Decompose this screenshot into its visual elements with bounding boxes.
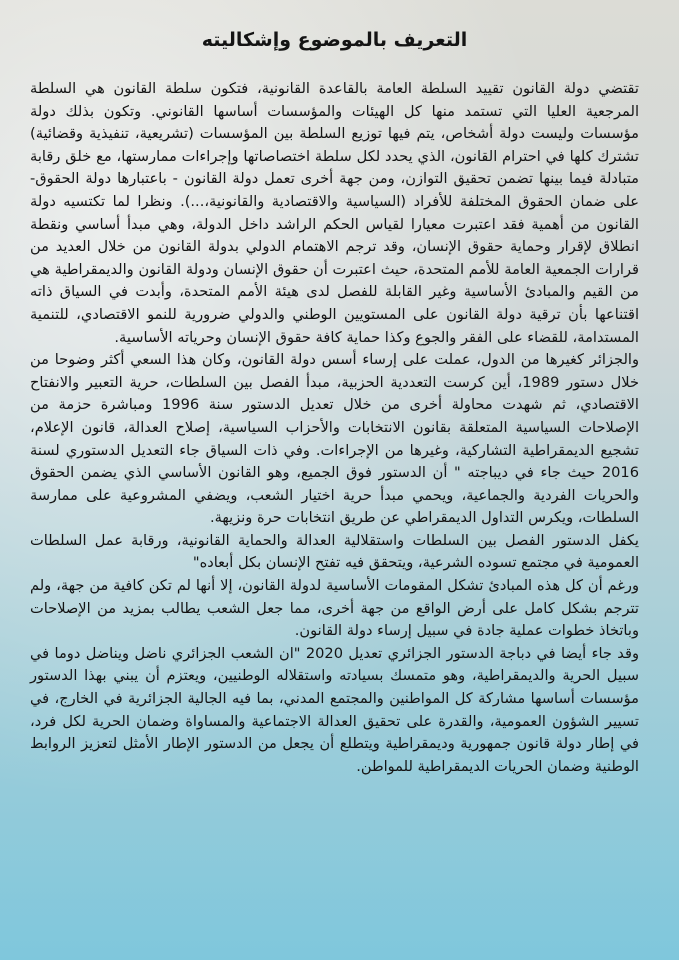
paragraph-rule-of-law: تقتضي دولة القانون تقييد السلطة العامة بالقاعدة القانونية، فتكون سلطة القانون هي السلطة المرجعية العليا التي تستمد منها كل الهيئات والمؤسسات أساسها القانوني. وتكون بذلك دولة مؤسسات وليست دولة أشخاص، يتم فيها توزيع السلطة بين المؤسسات (تشريعية، تنفيذية وقضائية) تشترك كلها في احترام القانون، الذي يحدد لكل سلطة اختصاصاتها وإجراءات ممارستها، مع خلق رقابة متبادلة فيما بينها تضمن تحقيق التوازن، ومن جهة أخرى تعمل دولة القانون - باعتبارها دولة الحقوق- على ضمان الحقوق المختلفة للأفراد (السياسية والاقتصادية والقانونية،...). ونظرا لما تكتسيه دولة القانون من أهمية فقد اعتبرت معيارا لقياس الحكم الراشد داخل الدولة، وهي مبدأ أساسي ونقطة انطلاق لإقرار وحماية حقوق الإنسان، وقد ترجم الاهتمام الدولي بدولة القانون من خلال العديد من قرارات الجمعية العامة للأمم المتحدة، حيث اعتبرت أن حقوق الإنسان ودولة القانون والديمقراطية هي من القيم والمبادئ الأساسية وغير القابلة للفصل لدى هيئة الأمم المتحدة، وأبدت في السياق ذاته اقتناعها بأن ترقية دولة القانون على المستويين الوطني والدولي ضرورية للنمو الاقتصادي، للتنمية المستدامة، للقضاء على الفقر والجوع وكذا حماية كافة حقوق الإنسان وحرياته الأساسية. (30, 80, 639, 346)
paragraph-algeria-constitutions: والجزائر كغيرها من الدول، عملت على إرساء أسس دولة القانون، وكان هذا السعي أكثر وضوحا من خلال دستور 1989، أين كرست التعددية الحزبية، مبدأ الفصل بين السلطات، حرية التعبير والانفتاح الاقتصادي، ثم شهدت محاولة أخرى من خلال تعديل الدستور سنة 1996 ومباشرة حزمة من الإصلاحات السياسية المتعلقة بقانون الانتخابات والأحزاب السياسية، إصلاح العدالة، قانون الإعلام، تشجيع الديمقراطية التشاركية، وغيرها من الإجراءات. وفي ذات السياق جاء التعديل الدستوري لسنة 2016 حيث جاء في ديباجته " أن الدستور فوق الجميع، وهو القانون الأساسي الذي يضمن الحقوق والحريات الفردية والجماعية، ويحمي مبدأ حرية اختيار الشعب، ويضفي المشروعية على ممارسة السلطات، ويكرس التداول الديمقراطي عن طريق انتخابات حرة ونزيهة. (30, 351, 639, 527)
paragraph-reform-demands: ورغم أن كل هذه المبادئ تشكل المقومات الأساسية لدولة القانون، إلا أنها لم تكن كافية من جهة، ولم تترجم بشكل كامل على أرض الواقع من جهة أخرى، مما جعل الشعب يطالب بمزيد من الإصلاحات وباتخاذ خطوات عملية جادة في سبيل إرساء دولة القانون. (30, 577, 639, 640)
paragraph-constitution-guarantees: يكفل الدستور الفصل بين السلطات واستقلالية العدالة والحماية القانونية، ورقابة عمل السلطات العمومية في مجتمع تسوده الشرعية، ويتحقق فيه تفتح الإنسان بكل أبعاده" (30, 531, 639, 572)
paragraph-2020-amendment: وقد جاء أيضا في دباجة الدستور الجزائري تعديل 2020 "ان الشعب الجزائري ناضل ويناضل دوما في سبيل الحرية والديمقراطية، وهو متمسك بسيادته واستقلاله الوطنيين، ويعتزم أن يبني بهذا الدستور مؤسسات أساسها مشاركة كل المواطنين والمجتمع المدني، بما فيه الجالية الجزائرية في الخارج، في تسيير الشؤون العمومية، والقدرة على تحقيق العدالة الاجتماعية والمساواة وضمان الحرية لكل فرد، في إطار دولة قانون جمهورية وديمقراطية ويتطلع أن يجعل من الدستور الإطار الأمثل لتعزيز الروابط الوطنية وضمان الحريات الديمقراطية للمواطن. (30, 644, 639, 775)
document-title: التعريف بالموضوع وإشكاليته (201, 29, 468, 51)
